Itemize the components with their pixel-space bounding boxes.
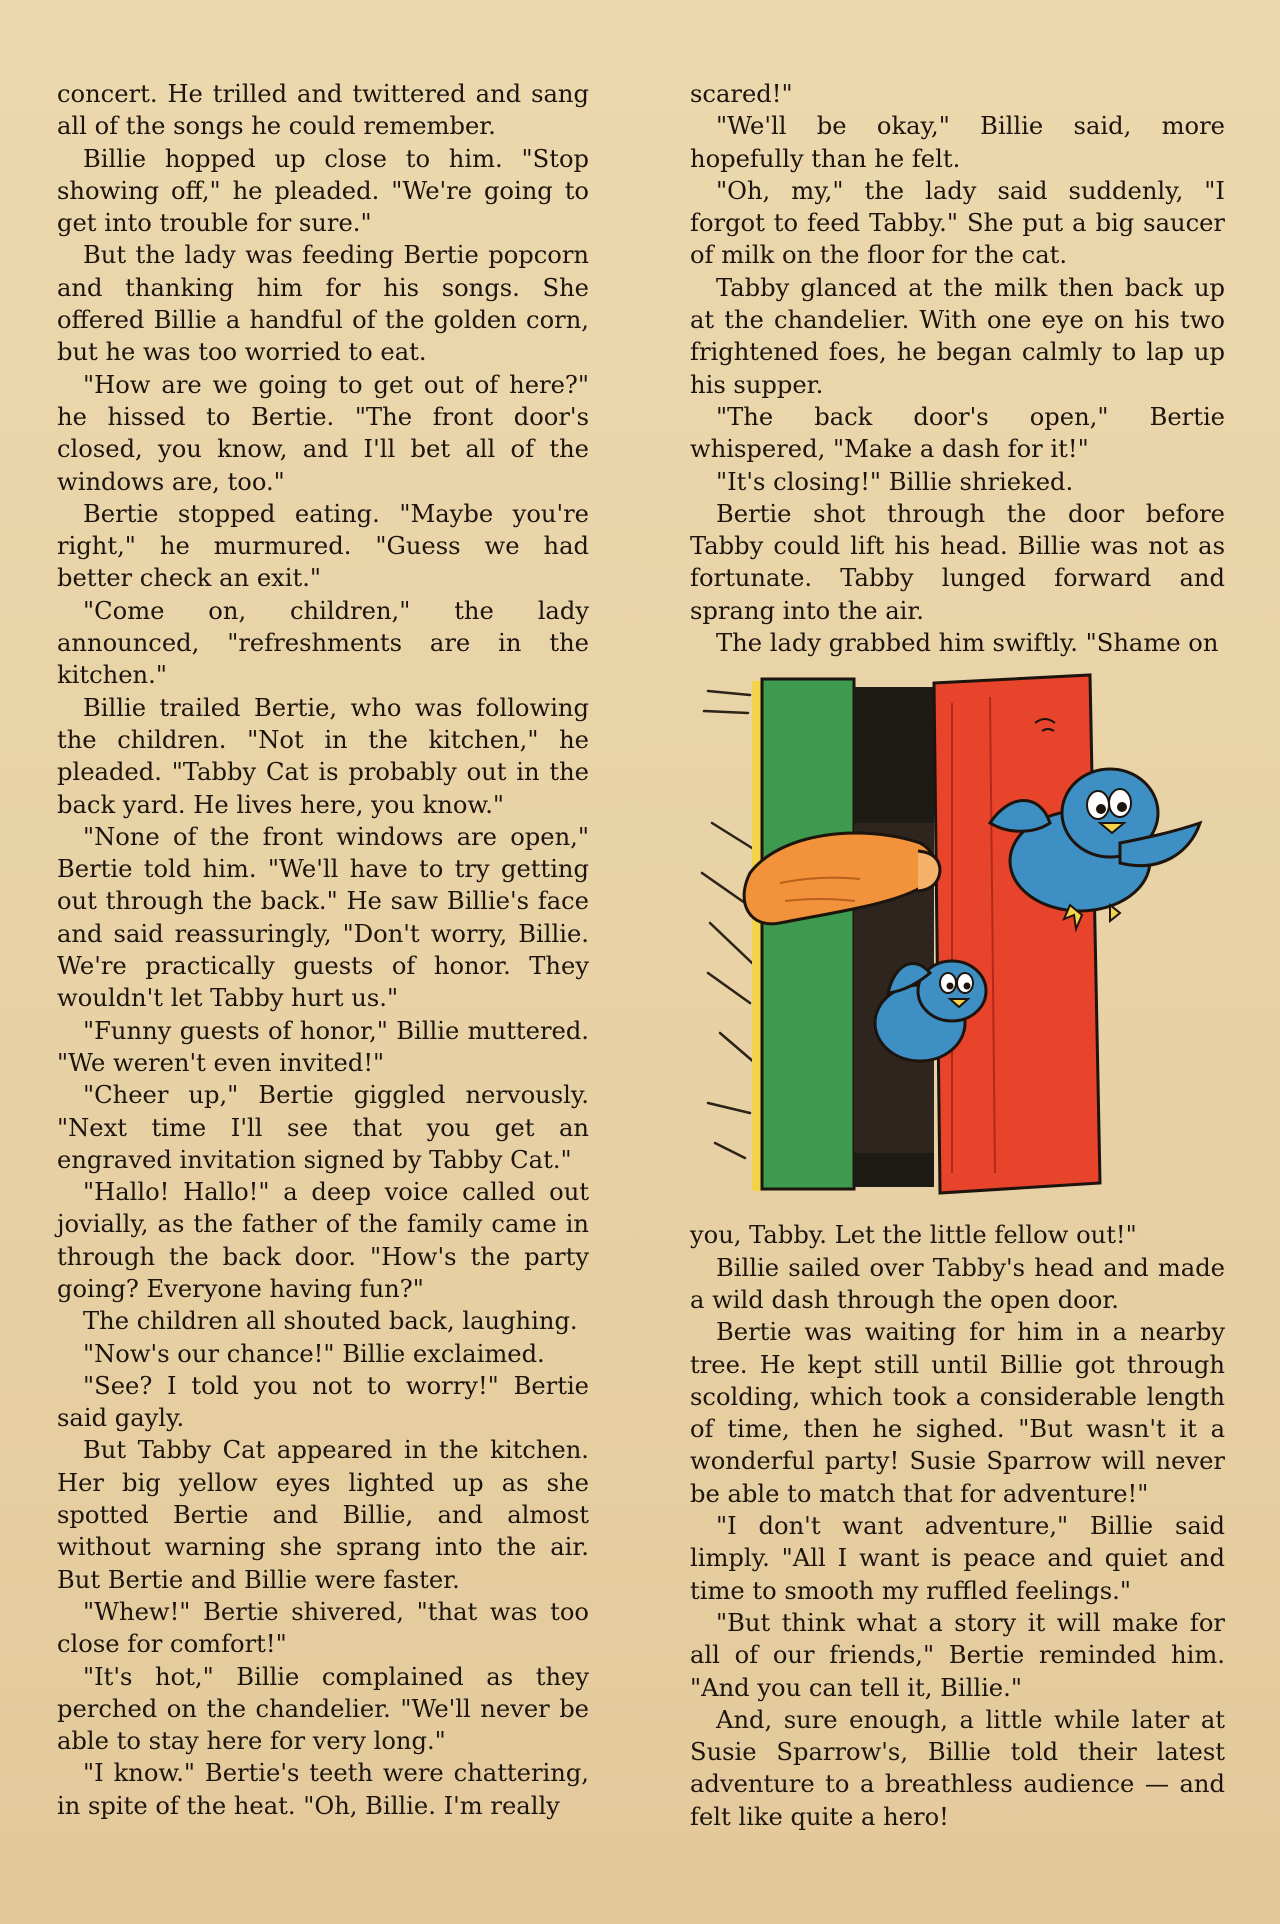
paragraph: Bertie shot through the door before Tabby could lift his head. Billie was not as fortunate. Tabby lunged forward and sprang into the air.	[690, 499, 1225, 625]
illustration-svg	[690, 673, 1225, 1203]
paragraph: "Oh, my," the lady said suddenly, "I forgot to feed Tabby." She put a big saucer of milk on the floor for the cat.	[690, 176, 1225, 270]
paragraph: But the lady was feeding Bertie popcorn and thanking him for his songs. She offered Billie a handful of the golden corn, but he was too worried to eat.	[57, 241, 589, 367]
paragraph: "Funny guests of honor," Billie muttered. "We weren't even invited!"	[57, 1016, 589, 1077]
paragraph: "How are we going to get out of here?" he hissed to Bertie. "The front door's closed, you know, and I'll bet all of the windows are, too."	[57, 370, 589, 496]
paragraph: Bertie was waiting for him in a nearby tree. He kept still until Billie got through scolding, which took a considerable length of time, then he sighed. "But wasn't it a wonderful party! Susie Sparrow will never be able to match that for adventure!"	[690, 1318, 1225, 1508]
paragraph: Billie hopped up close to him. "Stop showing off," he pleaded. "We're going to get into trouble for sure."	[57, 144, 589, 238]
paragraph: "Now's our chance!" Billie exclaimed.	[83, 1339, 545, 1368]
paragraph: "I don't want adventure," Billie said limply. "All I want is peace and quiet and time to smooth my ruffled feelings."	[690, 1512, 1225, 1605]
left-text-column	[57, 78, 589, 1822]
paragraph: "The back door's open," Bertie whispered, "Make a dash for it!"	[690, 402, 1225, 464]
paragraph: "I know." Bertie's teeth were chattering, in spite of the heat. "Oh, Billie. I'm really	[57, 1759, 589, 1820]
paragraph: "Whew!" Bertie shivered, "that was too close for comfort!"	[57, 1597, 589, 1659]
paragraph: scared!"	[690, 80, 793, 108]
speed-lines	[702, 691, 755, 1158]
paragraph: "We'll be okay," Billie said, more hopefully than he felt.	[690, 112, 1225, 173]
paragraph: you, Tabby. Let the little fellow out!"	[690, 1221, 1137, 1250]
paragraph: The children all shouted back, laughing.	[83, 1307, 578, 1336]
right-column-top-text	[690, 78, 1225, 659]
right-text-column	[690, 78, 1225, 1833]
paragraph: "It's hot," Billie complained as they perched on the chandelier. "We'll never be able to stay here for very long."	[57, 1662, 589, 1756]
red-door	[934, 675, 1100, 1193]
paragraph: "It's closing!" Billie shrieked.	[716, 467, 1074, 496]
paragraph: The lady grabbed him swiftly. "Shame on	[716, 629, 1219, 658]
paragraph: "Come on, children," the lady announced, "refreshments are in the kitchen."	[57, 596, 589, 690]
paragraph: "See? I told you not to worry!" Bertie said gayly.	[57, 1371, 589, 1433]
paragraph: Tabby glanced at the milk then back up at the chandelier. With one eye on his two frightened foes, he began calmly to lap up his supper.	[690, 273, 1225, 399]
paragraph: "Hallo! Hallo!" a deep voice called out jovially, as the father of the family came in through the back door. "How's the party going? Everyone having fun?"	[57, 1178, 589, 1303]
paragraph: concert. He trilled and twittered and sang all of the songs he could remember.	[57, 80, 589, 141]
paragraph: Bertie stopped eating. "Maybe you're right," he murmured. "Guess we had better check an exit."	[57, 499, 589, 593]
paragraph: Billie sailed over Tabby's head and made a wild dash through the open door.	[690, 1253, 1225, 1314]
story-illustration	[690, 673, 1225, 1203]
green-door	[762, 679, 854, 1189]
paragraph: "Cheer up," Bertie giggled nervously. "Next time I'll see that you get an engraved invitation signed by Tabby Cat."	[57, 1081, 589, 1174]
paragraph: Billie trailed Bertie, who was following the children. "Not in the kitchen," he pleaded. "Tabby Cat is probably out in the back yard. He lives here, you know."	[57, 693, 589, 819]
paragraph: But Tabby Cat appeared in the kitchen. Her big yellow eyes lighted up as she spotted Bertie and Billie, and almost without warning she sprang into the air. But Bertie and Billie were faster.	[57, 1436, 589, 1594]
paragraph: "None of the front windows are open," Bertie told him. "We'll have to try getting out through the back." He saw Billie's face and said reassuringly, "Don't worry, Billie. We're practically guests of honor. They wouldn't let Tabby hurt us."	[57, 822, 589, 1013]
paragraph: And, sure enough, a little while later at Susie Sparrow's, Billie told their latest adventure to a breathless audience — and felt like quite a hero!	[690, 1705, 1225, 1831]
paragraph: "But think what a story it will make for all of our friends," Bertie reminded him. "And you can tell it, Billie."	[690, 1608, 1225, 1702]
right-column-bottom-text	[690, 1219, 1225, 1833]
